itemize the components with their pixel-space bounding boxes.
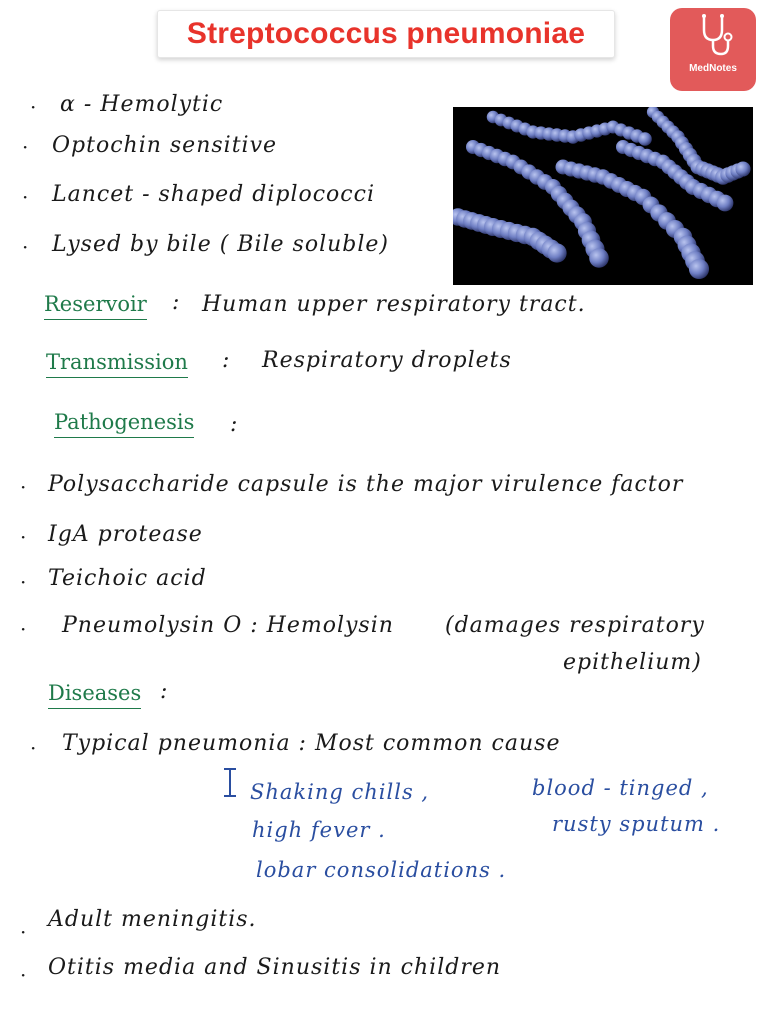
disease-meningitis: Adult meningitis. — [48, 907, 257, 932]
page-title: Streptococcus pneumoniae — [186, 17, 586, 50]
feature-blood-tinged: blood - tinged , — [532, 776, 709, 800]
pathogenesis-pneumolysin: Pneumolysin O : Hemolysin — [62, 613, 394, 638]
bullet: · — [30, 736, 37, 760]
property-hemolytic: α - Hemolytic — [60, 92, 224, 117]
pathogenesis-capsule: Polysaccharide capsule is the major virulence factor — [48, 472, 684, 497]
property-bile: Lysed by bile ( Bile soluble) — [52, 232, 389, 257]
disease-otitis: Otitis media and Sinusitis in children — [48, 955, 502, 980]
feature-lobar-consolidation: lobar consolidations . — [256, 858, 507, 882]
pathogenesis-heading: Pathogenesis — [54, 410, 194, 438]
pathogenesis-iga: IgA protease — [48, 522, 203, 547]
coccus-cell — [589, 248, 609, 268]
logo-label: MedNotes — [689, 63, 737, 74]
feature-high-fever: high fever . — [252, 818, 386, 842]
colon: : — [230, 412, 239, 437]
bullet: · — [20, 617, 27, 641]
bacteria-illustration — [453, 107, 753, 285]
transmission-text: Respiratory droplets — [262, 348, 512, 373]
reservoir-text: Human upper respiratory tract. — [202, 292, 586, 317]
bullet: · — [20, 570, 27, 594]
feature-rusty-sputum: rusty sputum . — [552, 812, 721, 836]
bullet: · — [20, 963, 27, 987]
bracket-mark — [220, 766, 240, 800]
coccus-cell — [717, 195, 734, 212]
property-lancet: Lancet - shaped diplococci — [52, 182, 375, 207]
property-optochin: Optochin sensitive — [52, 133, 278, 158]
stethoscope-icon — [670, 8, 756, 63]
transmission-heading: Transmission — [46, 350, 188, 378]
bullet: · — [20, 525, 27, 549]
coccus-cell — [689, 259, 709, 279]
diseases-heading: Diseases — [48, 681, 141, 709]
feature-shaking-chills: Shaking chills , — [250, 780, 430, 804]
colon: : — [222, 348, 231, 373]
bullet: · — [30, 95, 37, 119]
title-banner — [157, 10, 615, 58]
bullet: · — [22, 235, 29, 259]
disease-typical-pneumonia: Typical pneumonia : Most common cause — [62, 731, 561, 756]
coccus-cell — [735, 161, 750, 176]
bullet: · — [22, 135, 29, 159]
reservoir-heading: Reservoir — [44, 292, 147, 320]
bullet: · — [22, 185, 29, 209]
bacteria-image — [453, 107, 753, 285]
coccus-cell — [547, 243, 566, 262]
colon: : — [160, 679, 169, 704]
pathogenesis-teichoic: Teichoic acid — [48, 566, 207, 591]
pneumolysin-note-line2: epithelium) — [563, 650, 702, 675]
mednotes-logo — [670, 8, 756, 91]
coccus-cell — [638, 132, 652, 146]
pneumolysin-note-line1: (damages respiratory — [445, 613, 705, 638]
bullet: · — [20, 920, 27, 944]
bullet: · — [20, 475, 27, 499]
colon: : — [172, 290, 181, 315]
